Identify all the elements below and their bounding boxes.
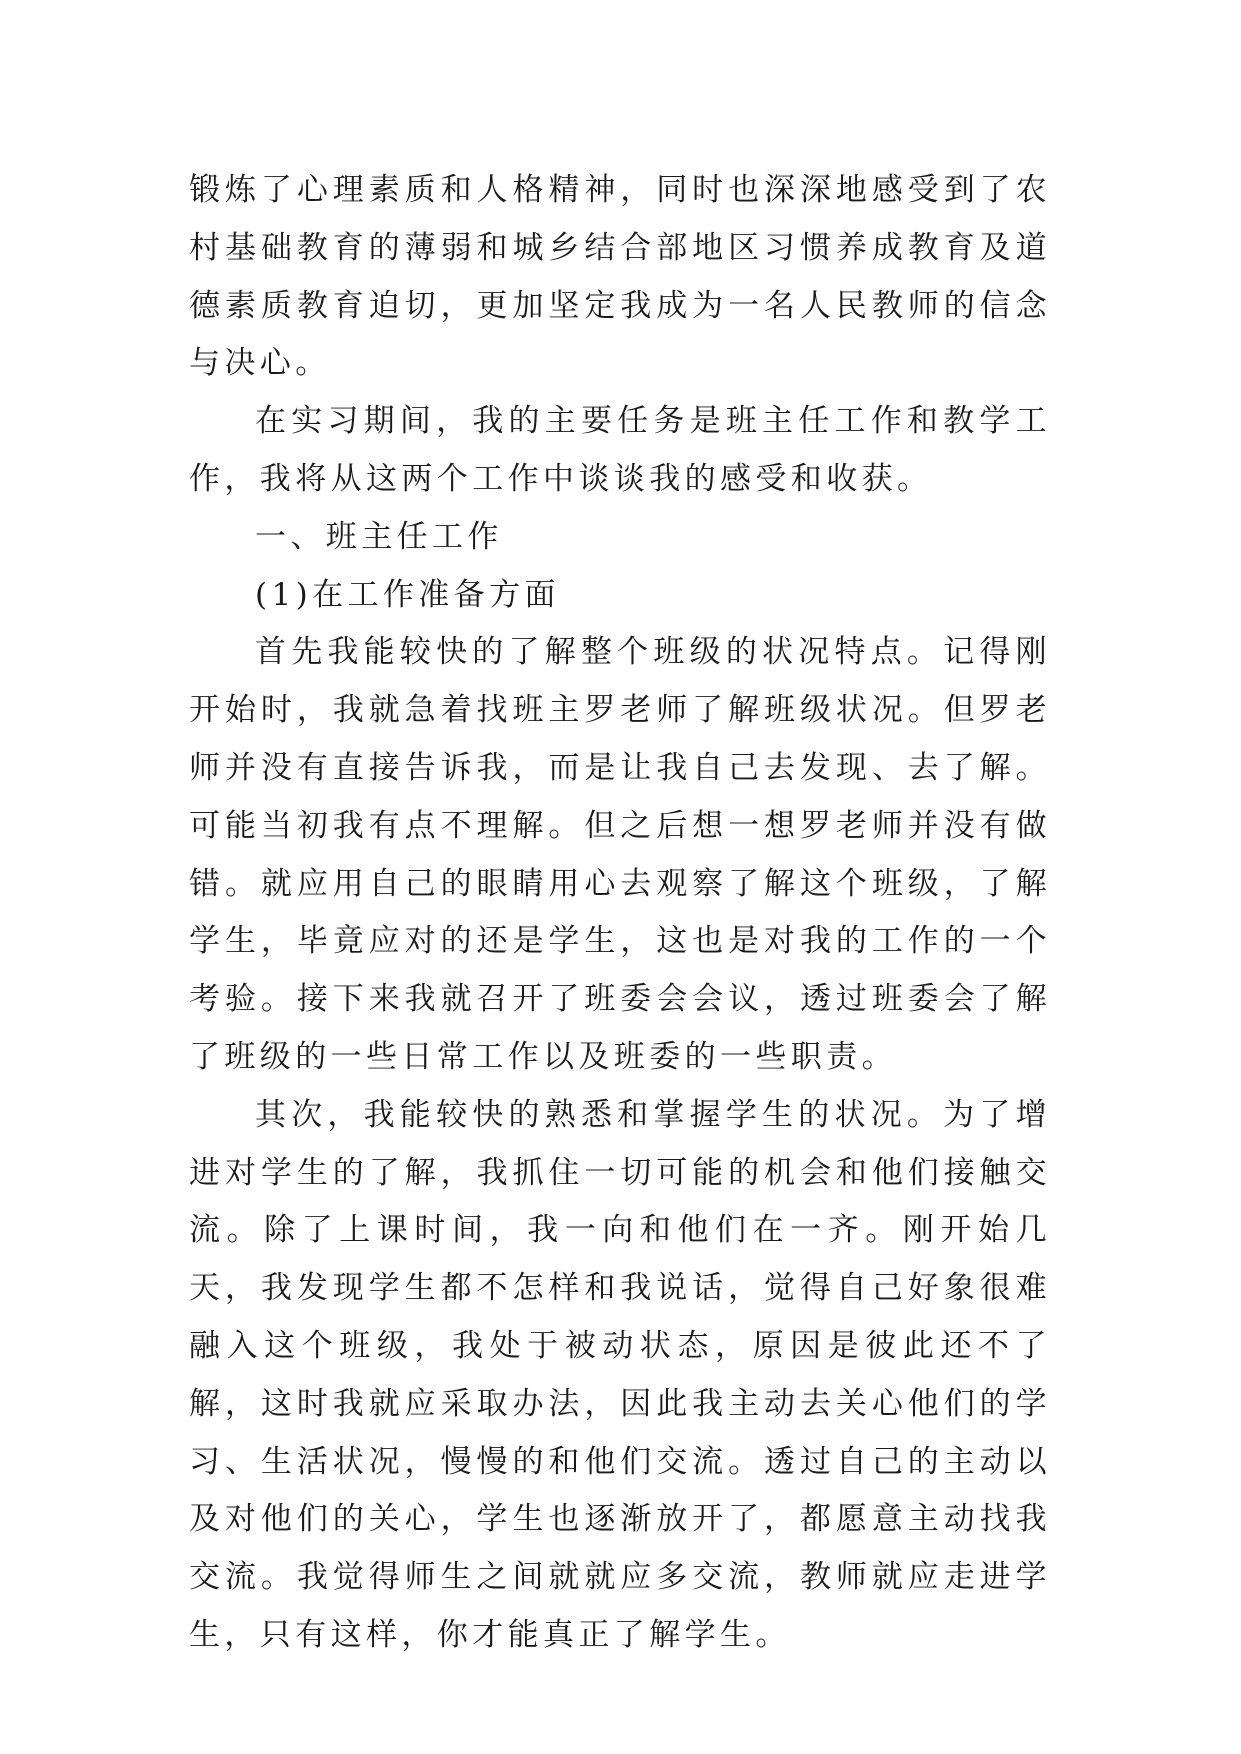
section-heading-class-teacher-work: 一、班主任工作 xyxy=(255,518,503,555)
paragraph-continuation: 锻炼了心理素质和人格精神，同时也深深地感受到了农村基础教育的薄弱和城乡结合部地区习惯养成教育及道德素质教育迫切，更加坚定我成为一名人民教师的信念与决心。 xyxy=(189,172,1051,382)
paragraph-understanding-class: 首先我能较快的了解整个班级的状况特点。记得刚开始时，我就急着找班主罗老师了解班级状况。但罗老师并没有直接告诉我，而是让我自己去发现、去了解。可能当初我有点不理解。但之后想一想罗老师并没有做错。就应用自己的眼睛用心去观察了解这个班级，了解学生，毕竟应对的还是学生，这也是对我的工作的一个考验。接下来我就召开了班委会会议，透过班委会了解了班级的一些日常工作以及班委的一些职责。 xyxy=(189,634,1051,1075)
paragraph-internship-tasks: 在实习期间，我的主要任务是班主任工作和教学工作，我将从这两个工作中谈谈我的感受和收获。 xyxy=(189,403,1051,497)
body-text xyxy=(189,162,1051,1665)
subsection-heading-work-preparation: (1)在工作准备方面 xyxy=(255,576,560,613)
paragraph-understanding-students: 其次，我能较快的熟悉和掌握学生的状况。为了增进对学生的了解，我抓住一切可能的机会和他们接触交流。除了上课时间，我一向和他们在一齐。刚开始几天，我发现学生都不怎样和我说话，觉得自己好象很难融入这个班级，我处于被动状态，原因是彼此还不了解，这时我就应采取办法，因此我主动去关心他们的学习、生活状况，慢慢的和他们交流。透过自己的主动以及对他们的关心，学生也逐渐放开了，都愿意主动找我交流。我觉得师生之间就就应多交流，教师就应走进学生，只有这样，你才能真正了解学生。 xyxy=(189,1096,1051,1653)
